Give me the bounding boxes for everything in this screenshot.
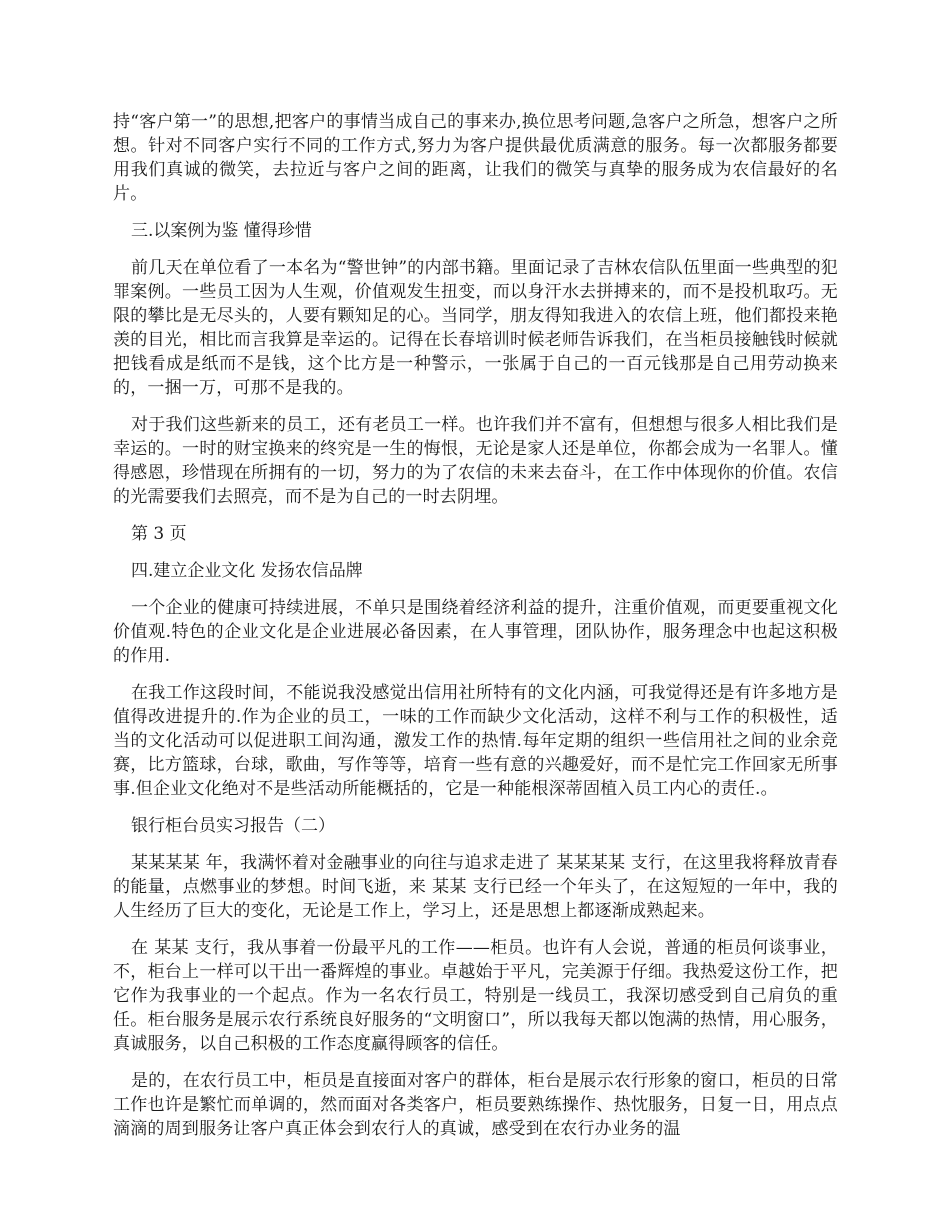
paragraph: 在 某某 支行，我从事着一份最平凡的工作——柜员。也许有人会说，普通的柜员何谈事业，不，柜台上一样可以干出一番辉煌的事业。卓越始于平凡，完美源于仔细。我热爱这份工作，把它作为我事业的一个起点。作为一名农行员工，特别是一线员工，我深切感受到自己肩负的重任。柜台服务是展示农行系统良好服务的“文明窗口”，所以我每天都以饱满的热情，用心服务，真诚服务，以自己积极的工作态度赢得顾客的信任。 [113,938,838,1054]
paragraph: 是的，在农行员工中，柜员是直接面对客户的群体，柜台是展示农行形象的窗口，柜员的日常工作也许是繁忙而单调的，然而面对各类客户，柜员要熟练操作、热忱服务，日复一日，用点点滴滴的周到服务让客户真正体会到农行人的真诚，感受到在农行办业务的温 [113,1071,838,1139]
paragraph: 前几天在单位看了一本名为“警世钟”的内部书籍。里面记录了吉林农信队伍里面一些典型的犯罪案例。一些员工因为人生观，价值观发生扭变，而以身汗水去拼搏来的，而不是投机取巧。无限的攀比是无尽头的，人要有颗知足的心。当同学，朋友得知我进入的农信上班，他们都投来艳羡的目光，相比而言我算是幸运的。记得在长春培训时候老师告诉我们，在当柜员接触钱时候就把钱看成是纸而不是钱，这个比方是一种警示，一张属于自己的一百元钱那是自己用劳动换来的，一捆一万，可那不是我的。 [113,258,838,398]
paragraph: 在我工作这段时间，不能说我没感觉出信用社所特有的文化内涵，可我觉得还是有许多地方是值得改进提升的.作为企业的员工，一味的工作而缺少文化活动，这样不利与工作的积极性，适当的文化活动可以促进职工间沟通，激发工作的热情.每年定期的组织一些信用社之间的业余竞赛，比方篮球，台球，歌曲，写作等等，培育一些有意的兴趣爱好，而不是忙完工作回家无所事事.但企业文化绝对不是些活动所能概括的，它是一种能根深蒂固植入员工内心的责任.。 [113,683,838,799]
document-body [113,110,838,1154]
page-number: 第 3 页 [131,524,187,544]
paragraph: 一个企业的健康可持续进展，不单只是围绕着经济利益的提升，注重价值观，而更要重视文化价值观.特色的企业文化是企业进展必备因素，在人事管理，团队协作，服务理念中也起这积极的作用. [113,598,838,666]
paragraph-continued: 持“客户第一”的思想,把客户的事情当成自己的事来办,换位思考问题,急客户之所急，想客户之所想。针对不同客户实行不同的工作方式,努力为客户提供最优质满意的服务。每一次都服务都要用我们真诚的微笑，去拉近与客户之间的距离，让我们的微笑与真挚的服务成为农信最好的名片。 [113,112,838,204]
paragraph: 某某某某 年，我满怀着对金融事业的向往与追求走进了 某某某某 支行，在这里我将释放青春的能量，点燃事业的梦想。时间飞逝，来 某某 支行已经一个年头了，在这短短的一年中，我的人生经历了巨大的变化，无论是工作上，学习上，还是思想上都逐渐成熟起来。 [113,853,838,921]
section-heading-3: 三.以案例为鉴 懂得珍惜 [131,221,312,241]
section-heading-4: 四.建立企业文化 发扬农信品牌 [131,561,363,581]
paragraph: 对于我们这些新来的员工，还有老员工一样。也许我们并不富有，但想想与很多人相比我们是幸运的。一时的财宝换来的终究是一生的悔恨，无论是家人还是单位，你都会成为一名罪人。懂得感恩，珍惜现在所拥有的一切，努力的为了农信的未来去奋斗，在工作中体现你的价值。农信的光需要我们去照亮，而不是为自己的一时去阴埋。 [113,415,838,507]
report-title: 银行柜台员实习报告（二） [131,816,335,836]
